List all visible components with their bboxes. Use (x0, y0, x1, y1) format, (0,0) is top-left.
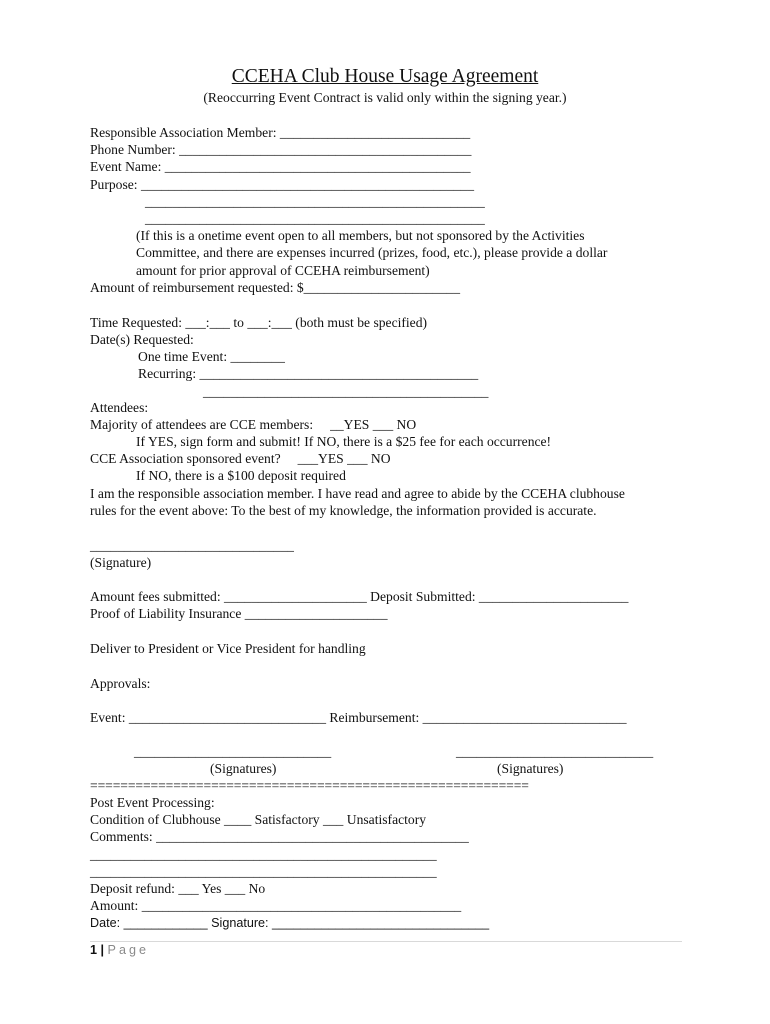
amount-field: Amount: _______________________________________________ (90, 898, 462, 913)
clubhouse-condition-field: Condition of Clubhouse ____ Satisfactory ___ Unsatisfactory (90, 812, 427, 827)
approval-signatures-label-right: (Signatures) (497, 761, 564, 776)
fees-deposit-field: Amount fees submitted: _____________________ Deposit Submitted: ______________________ (90, 589, 629, 604)
reimbursement-note-1: (If this is a onetime event open to all members, but not sponsored by the Activities (136, 228, 585, 243)
page-separator: | (100, 943, 105, 957)
comments-field: Comments: ______________________________________________ (90, 829, 469, 844)
event-name-field: Event Name: _____________________________________________ (90, 159, 471, 174)
page-subtitle: (Reoccurring Event Contract is valid only within the signing year.) (203, 90, 567, 105)
date-signature-field: Date: ____________ Signature: _______________________________ (90, 916, 490, 930)
majority-members-field: Majority of attendees are CCE members: __YES ___ NO (90, 417, 417, 432)
section-divider: ========================================================== (90, 778, 529, 793)
sponsored-no-note: If NO, there is a $100 deposit required (136, 468, 346, 483)
comments-line-3: ___________________________________________________ (90, 864, 437, 879)
purpose-line-2: __________________________________________________ (145, 194, 485, 209)
attendees-label: Attendees: (90, 400, 149, 415)
deposit-refund-field: Deposit refund: ___ Yes ___ No (90, 881, 266, 896)
post-event-heading: Post Event Processing: (90, 795, 215, 810)
majority-yes-note: If YES, sign form and submit! If NO, there is a $25 fee for each occurrence! (136, 434, 552, 449)
signature-label: (Signature) (90, 555, 152, 570)
liability-insurance-field: Proof of Liability Insurance _____________________ (90, 606, 388, 621)
reimbursement-note-3: amount for prior approval of CCEHA reimbursement) (136, 263, 430, 278)
dates-requested-label: Date(s) Requested: (90, 332, 194, 347)
purpose-line-3: __________________________________________________ (145, 211, 485, 226)
signature-line: ______________________________ (90, 538, 294, 553)
event-reimbursement-field: Event: _____________________________ Reimbursement: ______________________________ (90, 710, 627, 725)
approval-signature-line-left: _____________________________ (134, 744, 332, 759)
approvals-label: Approvals: (90, 676, 151, 691)
comments-line-2: ___________________________________________________ (90, 847, 437, 862)
recurring-line-2: __________________________________________ (203, 384, 489, 399)
approval-signatures-label-left: (Signatures) (210, 761, 277, 776)
sponsored-event-field: CCE Association sponsored event? ___YES ___ NO (90, 451, 391, 466)
page-word: Page (107, 943, 149, 957)
page-title: CCEHA Club House Usage Agreement (231, 66, 539, 87)
deliver-instruction: Deliver to President or Vice President for handling (90, 641, 366, 656)
reimbursement-note-2: Committee, and there are expenses incurred (prizes, food, etc.), please provide a dollar (136, 245, 608, 260)
time-requested-field: Time Requested: ___:___ to ___:___ (both must be specified) (90, 315, 428, 330)
one-time-event-field: One time Event: ________ (138, 349, 285, 364)
approval-signature-line-right: _____________________________ (456, 744, 654, 759)
purpose-field: Purpose: _________________________________________________ (90, 177, 475, 192)
page-number: 1 (90, 943, 98, 957)
phone-field: Phone Number: ___________________________________________ (90, 142, 472, 157)
page-footer (90, 943, 149, 957)
recurring-field: Recurring: _________________________________________ (138, 366, 479, 381)
footer-divider (90, 941, 682, 942)
agreement-text-1: I am the responsible association member. I have read and agree to abide by the CCEHA clubhouse (90, 486, 625, 501)
reimbursement-amount-field: Amount of reimbursement requested: $_______________________ (90, 280, 460, 295)
agreement-text-2: rules for the event above: To the best of my knowledge, the information provided is accurate. (90, 503, 597, 518)
member-field: Responsible Association Member: ____________________________ (90, 125, 471, 140)
